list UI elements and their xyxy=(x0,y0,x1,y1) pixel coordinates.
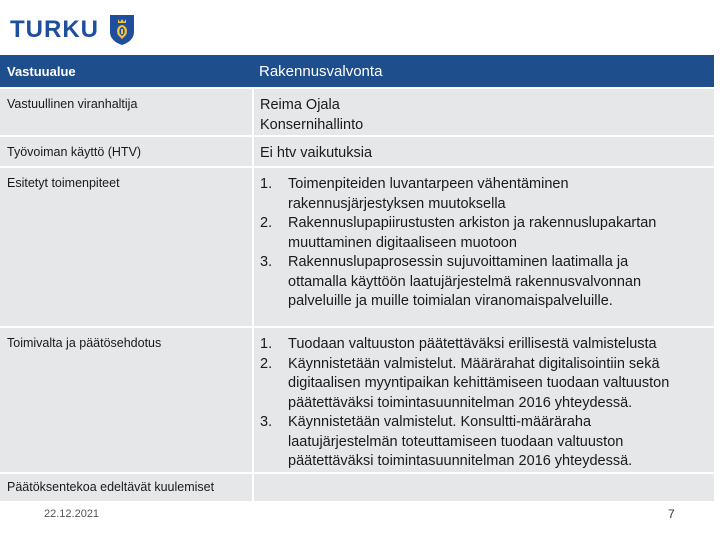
item-line: Rakennuslupapiirustusten arkiston ja rakennuslupakartan xyxy=(288,215,657,231)
row-label: Työvoiman käyttö (HTV) xyxy=(0,136,253,167)
row-value xyxy=(253,327,714,473)
table-row xyxy=(0,473,714,501)
list-item xyxy=(260,355,708,414)
header-value: Rakennusvalvonta xyxy=(253,55,714,88)
item-line: Käynnistetään valmistelut. Konsultti-määräraha xyxy=(288,414,592,430)
list-item xyxy=(260,335,708,355)
item-line: muuttaminen digitaaliseen muotoon xyxy=(288,234,517,251)
official-name: Reima Ojala xyxy=(260,97,340,113)
row-label: Toimivalta ja päätösehdotus xyxy=(0,327,253,473)
coat-of-arms-icon xyxy=(109,14,135,46)
item-line: laatujärjestelmän toteuttamiseen tuodaan valtuuston xyxy=(288,433,624,450)
table-header-row xyxy=(0,55,714,88)
item-number: 2. xyxy=(260,355,273,372)
list-item xyxy=(260,214,708,253)
item-number: 1. xyxy=(260,336,273,352)
item-line: digitaalisen myyntipaikan kehittämiseen tuodaan valtuuston xyxy=(288,375,670,391)
item-number: 3. xyxy=(260,414,273,430)
item-text xyxy=(288,413,708,472)
page-number: 7 xyxy=(668,507,675,521)
item-line: rakennusjärjestyksen muutoksella xyxy=(288,195,506,212)
item-text xyxy=(288,355,708,414)
item-text xyxy=(288,253,708,312)
row-value xyxy=(253,88,714,136)
item-line: ottamalla käyttöön laatujärjestelmä rakennusvalvonnan xyxy=(288,273,642,290)
numbered-list xyxy=(260,335,708,472)
item-text xyxy=(288,335,708,355)
header-label: Vastuualue xyxy=(0,55,253,88)
item-line: päätettäväksi toimintasuunnitelman 2016 yhteydessä. xyxy=(288,453,633,469)
info-table xyxy=(0,55,714,501)
item-line: palveluille ja muille toimialan viranomaispalveluille. xyxy=(288,293,613,309)
table-row xyxy=(0,167,714,327)
list-item xyxy=(260,175,708,214)
item-line: Käynnistetään valmistelut. Määrärahat digitalisointiin sekä xyxy=(288,355,660,372)
table-row xyxy=(0,88,714,136)
table-row xyxy=(0,327,714,473)
row-value xyxy=(253,167,714,327)
item-line: päätettäväksi toimintasuunnitelman 2016 yhteydessä. xyxy=(288,394,633,411)
item-number: 2. xyxy=(260,215,273,231)
item-number: 3. xyxy=(260,254,273,270)
item-line: Toimenpiteiden luvantarpeen vähentäminen xyxy=(288,176,569,192)
row-value xyxy=(253,473,714,501)
item-number: 1. xyxy=(260,176,273,192)
row-label: Esitetyt toimenpiteet xyxy=(0,167,253,327)
brand-name: TURKU xyxy=(10,16,99,43)
numbered-list xyxy=(260,175,708,312)
row-label: Vastuullinen viranhaltija xyxy=(0,88,253,136)
item-line: Tuodaan valtuuston päätettäväksi erillisestä valmistelusta xyxy=(288,336,657,352)
turku-logo xyxy=(10,12,135,48)
row-value: Ei htv vaikutuksia xyxy=(253,136,714,167)
list-item xyxy=(260,253,708,312)
row-label: Päätöksentekoa edeltävät kuulemiset xyxy=(0,473,253,501)
item-line: Rakennuslupaprosessin sujuvoittaminen laatimalla ja xyxy=(288,254,629,270)
item-text xyxy=(288,175,708,214)
footer-date: 22.12.2021 xyxy=(44,508,100,520)
item-text xyxy=(288,214,708,253)
table-row xyxy=(0,136,714,167)
official-unit: Konsernihallinto xyxy=(260,116,364,133)
list-item xyxy=(260,413,708,472)
